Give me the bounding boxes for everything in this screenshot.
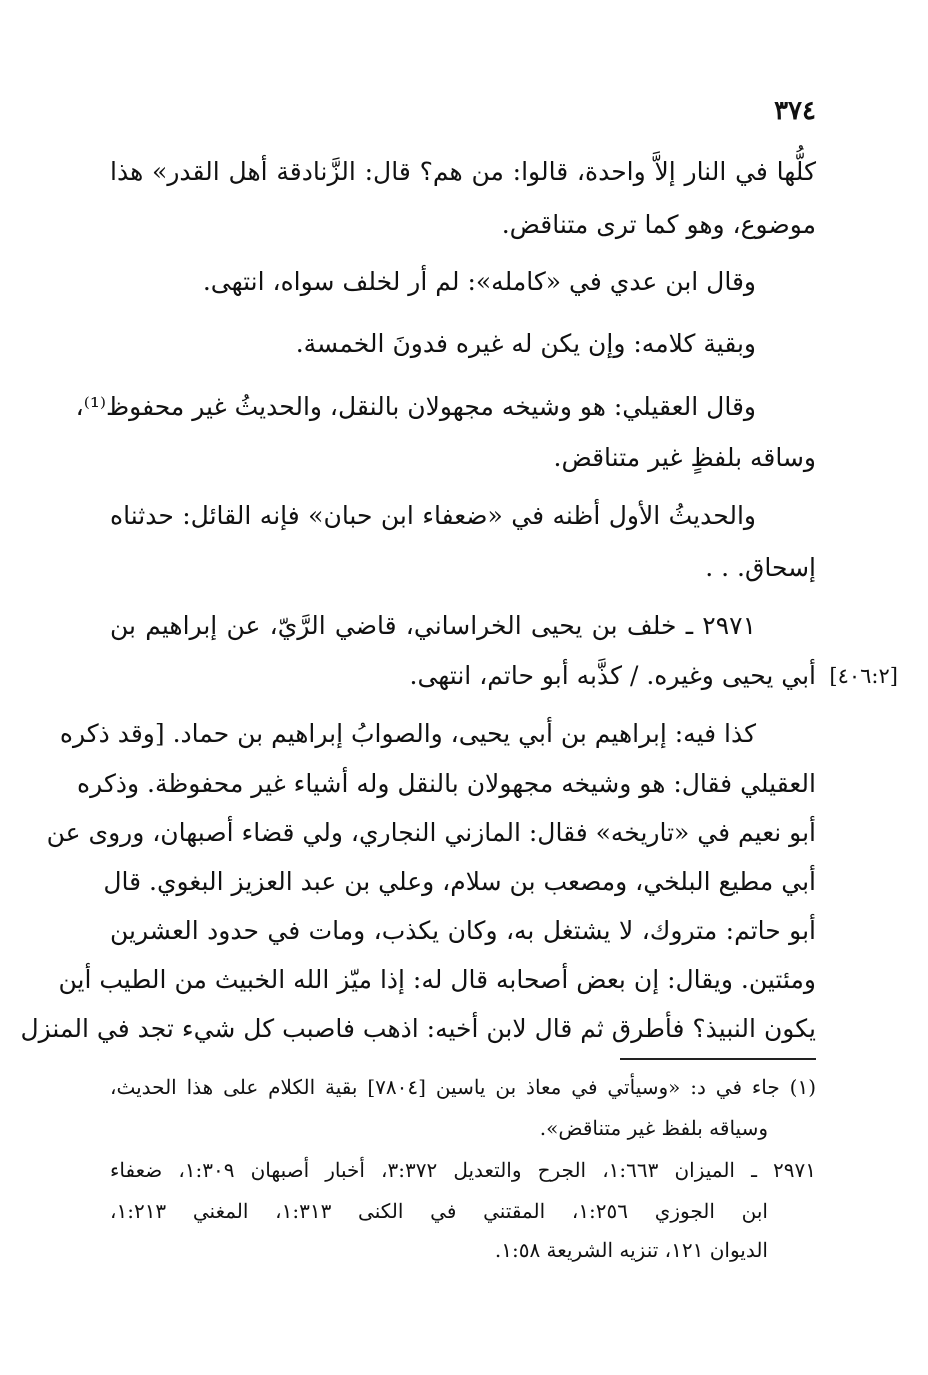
text-line: إسحاق. . . [705, 553, 816, 582]
text-line: أبو نعيم في «تاريخه» فقال: المازني النجاري، ولي قضاء أصبهان، وروى عن [46, 818, 816, 847]
text-line: كلُّها في النار إلاَّ واحدة، قالوا: من هم؟ قال: الزَّنادقة أهل القدر» هذا [110, 157, 816, 186]
footnote-line: الديوان ١٢١، تنزيه الشريعة ١:٥٨. [494, 1238, 768, 1262]
text-line: وبقية كلامه: وإن يكن له غيره فدونَ الخمسة. [295, 329, 756, 358]
footnote-line: (١) جاء في د: «وسيأتي في معاذ بن ياسين [٧٨٠٤] بقية الكلام على هذا الحديث، [110, 1075, 816, 1099]
text-line: أبي مطيع البلخي، ومصعب بن سلام، وعلي بن عبد العزيز البغوي. قال [103, 867, 816, 896]
text-line: وقال ابن عدي في «كامله»: لم أر لخلف سواه، انتهى. [202, 267, 756, 296]
footnote-line: وسياقه بلفظ غير متناقض». [539, 1116, 768, 1140]
text-line: أبو حاتم: متروك، لا يشتغل به، وكان يكذب، ومات في حدود العشرين [110, 916, 816, 945]
text-line: موضوع، وهو كما ترى متناقض. [501, 210, 816, 239]
footnote-line: ٢٩٧١ ـ الميزان ١:٦٦٣، الجرح والتعديل ٣:٣٧٢، أخبار أصبهان ١:٣٠٩، ضعفاء [110, 1158, 816, 1182]
text-line: أبي يحيى وغيره. / كذَّبه أبو حاتم، انتهى. [409, 661, 816, 690]
text-line: يكون النبيذ؟ فأطرق ثم قال لابن أخيه: اذهب فاصبب كل شيء تجد في المنزل [20, 1014, 816, 1043]
text-line: وساقه بلفظٍ غير متناقض. [553, 443, 816, 472]
page-number: ٣٧٤ [774, 96, 816, 126]
text-line: وقال العقيلي: هو وشيخه مجهولان بالنقل، والحديثُ غير محفوظ⁽¹⁾، [75, 392, 756, 421]
text-line: والحديثُ الأول أظنه في «ضعفاء ابن حبان» فإنه القائل: حدثناه [110, 501, 756, 530]
text-line: ومئتين. ويقال: إن بعض أصحابه قال له: إذا ميّز الله الخبيث من الطيب أين [58, 965, 816, 994]
footnote-separator [620, 1058, 816, 1060]
text-line: كذا فيه: إبراهيم بن أبي يحيى، والصوابُ إبراهيم بن حماد. [وقد ذكره [59, 719, 756, 748]
margin-reference: [٤٠٦:٢] [829, 664, 898, 688]
footnote-line: ابن الجوزي ١:٢٥٦، المقتني في الكنى ١:٣١٣، المغني ١:٢١٣، [110, 1199, 768, 1223]
entry-heading-2971: ٢٩٧١ ـ خلف بن يحيى الخراساني، قاضي الرَّيّ، عن إبراهيم بن [110, 611, 756, 640]
text-line: العقيلي فقال: هو وشيخه مجهولان بالنقل وله أشياء غير محفوظة. وذكره [77, 769, 816, 798]
